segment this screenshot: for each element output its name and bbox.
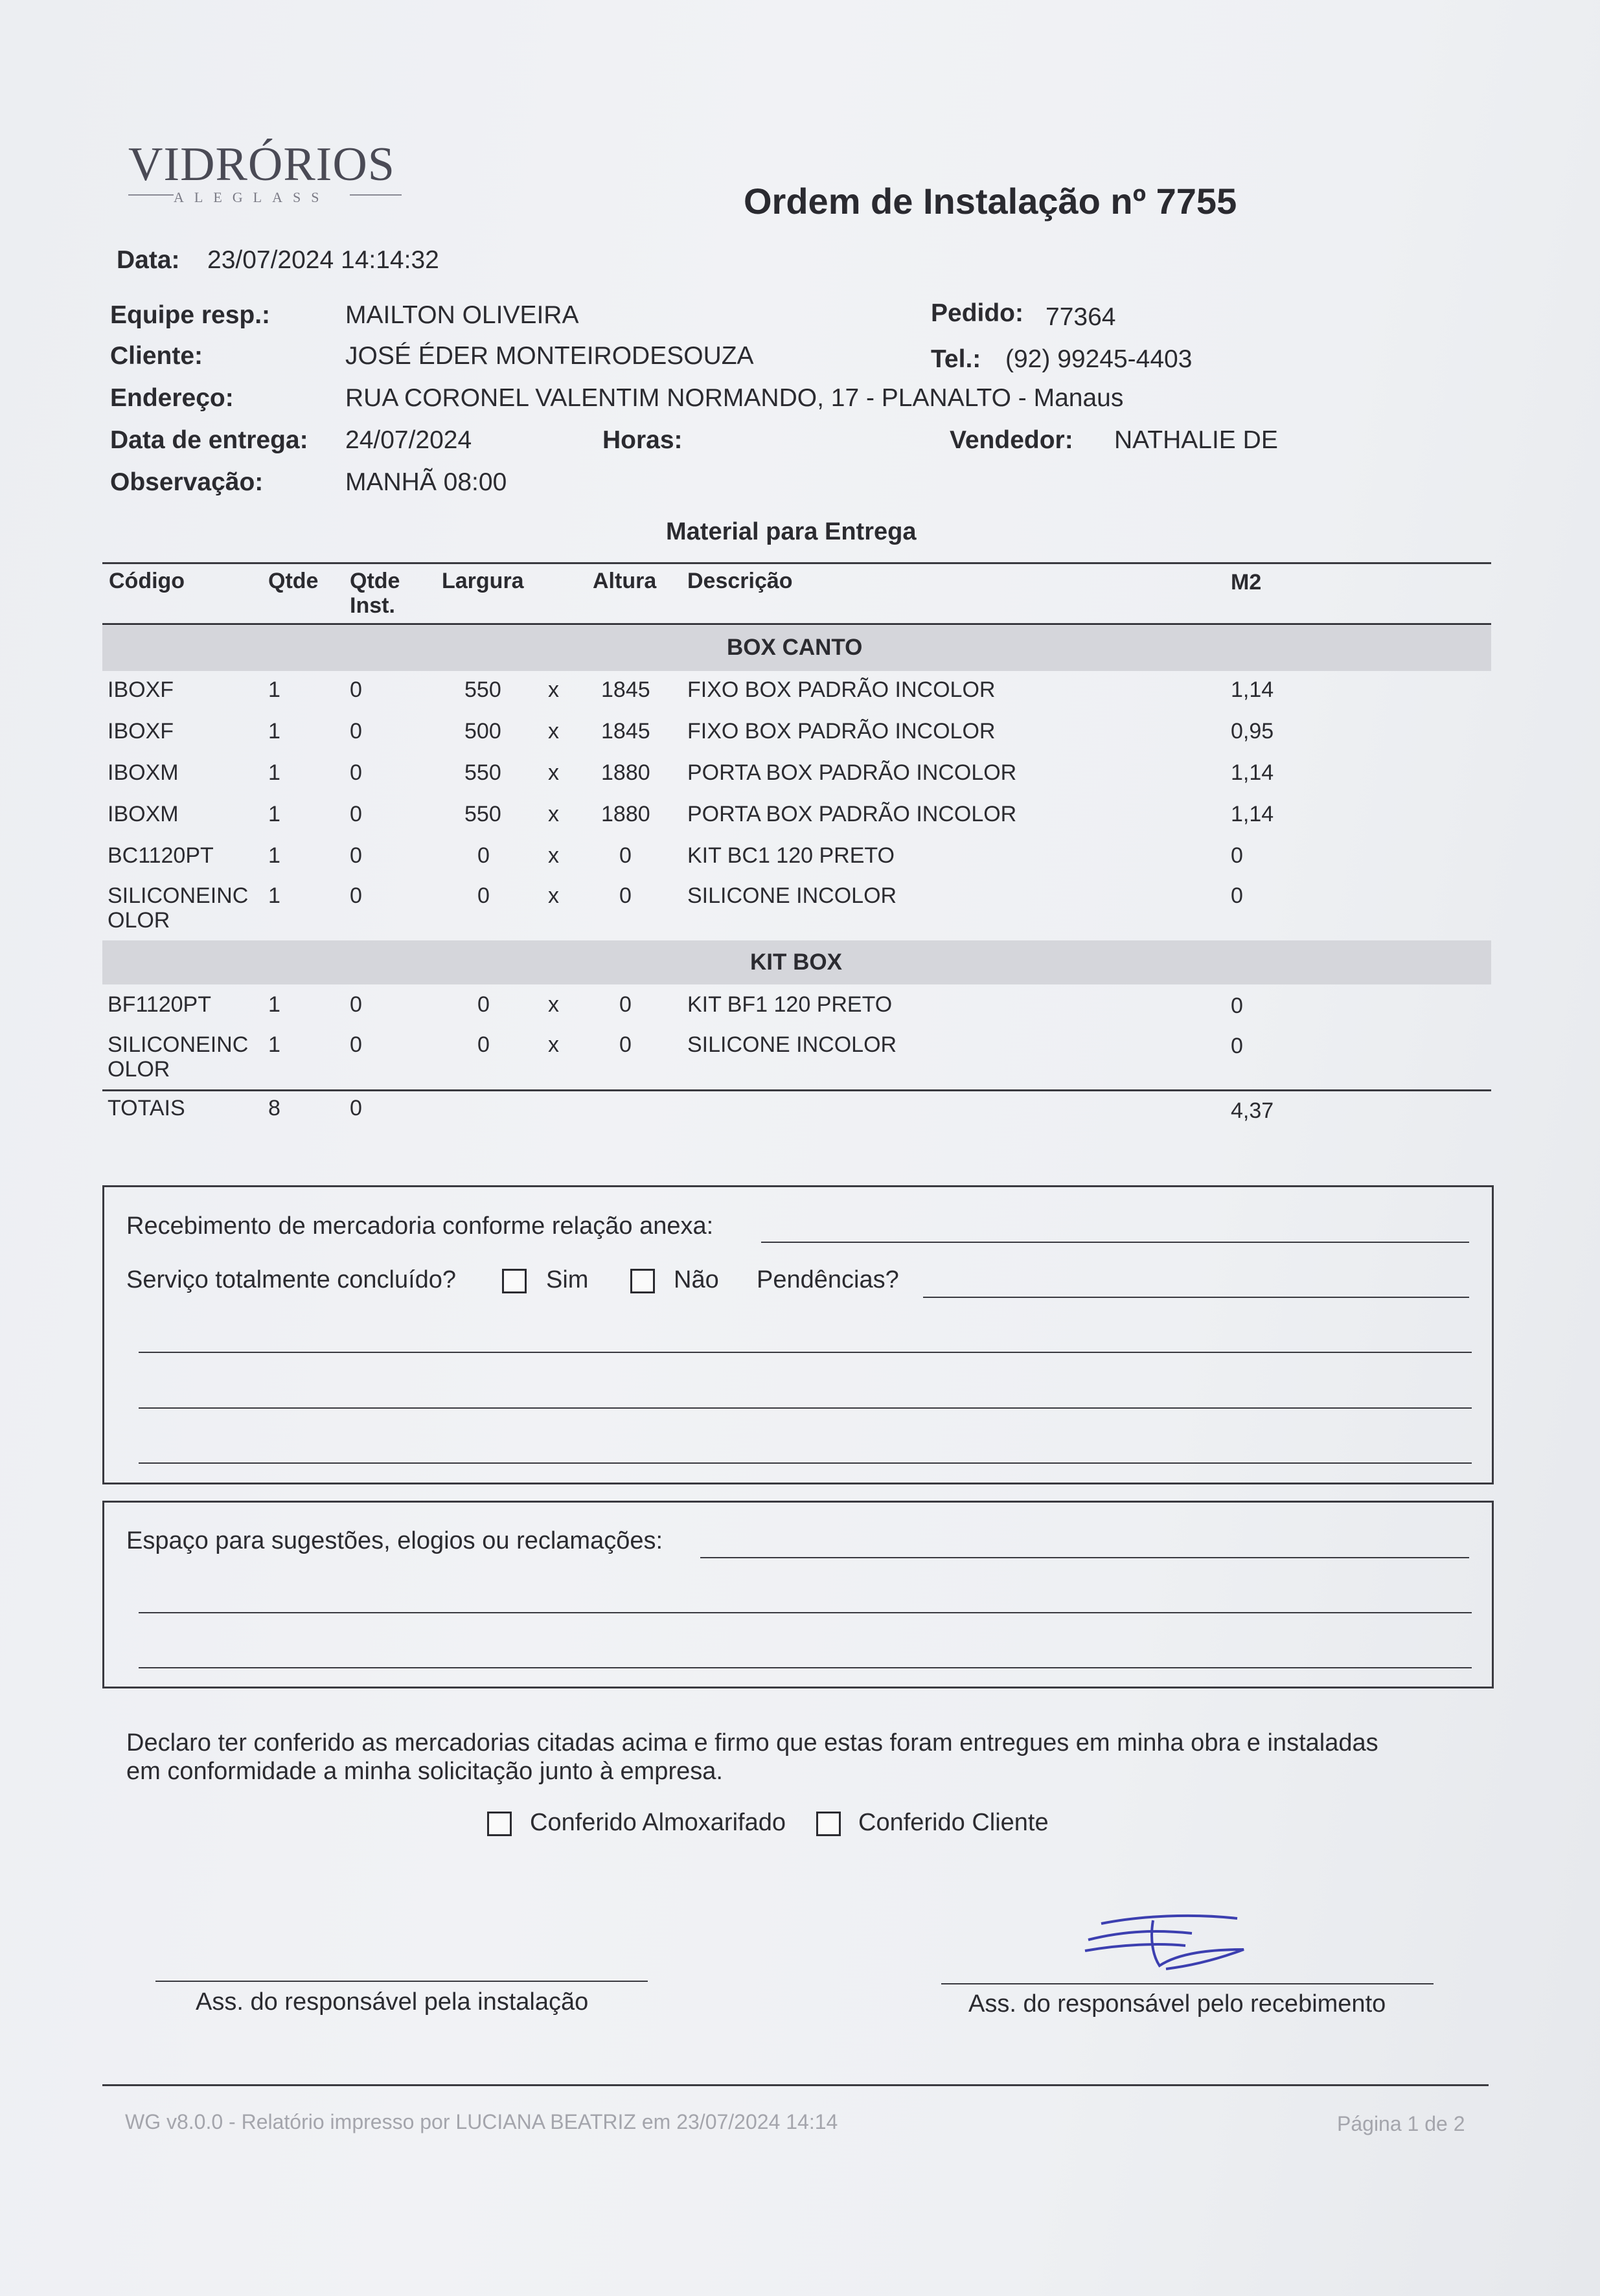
cell-inst: 0	[350, 1032, 362, 1057]
cell-m2: 0	[1231, 1034, 1243, 1058]
conferido-cliente-label: Conferido Cliente	[858, 1809, 1049, 1836]
cell-codigo: IBOXM	[108, 760, 179, 785]
pendencias-label: Pendências?	[757, 1266, 899, 1293]
entrega-label: Data de entrega:	[110, 426, 308, 454]
company-logo: VIDRÓRIOS	[128, 138, 395, 191]
cell-m2: 0	[1231, 843, 1243, 868]
service-complete-label: Serviço totalmente concluído?	[126, 1266, 457, 1293]
col-header-descricao: Descrição	[687, 569, 793, 593]
totals-m2: 4,37	[1231, 1098, 1274, 1123]
pendencias-field[interactable]	[923, 1297, 1469, 1298]
vendedor-value: NATHALIE DE	[1114, 426, 1278, 454]
cell-m2: 0,95	[1231, 719, 1274, 744]
cell-inst: 0	[350, 992, 362, 1017]
obs-value: MANHÃ 08:00	[345, 468, 507, 496]
cell-descricao: PORTA BOX PADRÃO INCOLOR	[687, 802, 1017, 826]
group-title-kit-box: KIT BOX	[750, 949, 842, 975]
handwritten-signature	[1082, 1904, 1257, 1982]
cell-x: x	[548, 760, 559, 785]
col-header-codigo: Código	[109, 569, 185, 593]
col-header-largura: Largura	[442, 569, 524, 593]
cell-m2: 1,14	[1231, 760, 1274, 785]
cliente-value: JOSÉ ÉDER MONTEIRODESOUZA	[345, 342, 754, 370]
cell-codigo: SILICONEINC	[108, 1032, 249, 1057]
signature-line-installer[interactable]	[155, 1981, 648, 1982]
cell-inst: 0	[350, 677, 362, 702]
pendencias-line-2[interactable]	[139, 1352, 1472, 1353]
cell-codigo-wrap: OLOR	[108, 908, 170, 933]
cell-qtde: 1	[268, 760, 280, 785]
cell-m2: 1,14	[1231, 802, 1274, 826]
cell-x: x	[548, 802, 559, 826]
cell-codigo: IBOXM	[108, 802, 179, 826]
equipe-value: MAILTON OLIVEIRA	[345, 301, 579, 329]
cell-x: x	[548, 883, 559, 908]
cell-descricao: KIT BC1 120 PRETO	[687, 843, 895, 868]
cell-inst: 0	[350, 802, 362, 826]
cell-altura: 0	[619, 843, 632, 868]
cliente-label: Cliente:	[110, 342, 203, 370]
cell-codigo: IBOXF	[108, 677, 174, 702]
cell-largura: 550	[464, 760, 501, 785]
col-header-m2: M2	[1231, 570, 1262, 595]
entrega-value: 24/07/2024	[345, 426, 472, 454]
cell-x: x	[548, 1032, 559, 1057]
cell-altura: 1880	[601, 760, 650, 785]
cell-descricao: PORTA BOX PADRÃO INCOLOR	[687, 760, 1017, 785]
cell-descricao: FIXO BOX PADRÃO INCOLOR	[687, 719, 996, 744]
cell-m2: 0	[1231, 883, 1243, 908]
declaration-line2: em conformidade a minha solicitação junto à empresa.	[126, 1758, 723, 1785]
cell-descricao: KIT BF1 120 PRETO	[687, 992, 893, 1017]
table-top-rule	[102, 562, 1491, 564]
cell-qtde: 1	[268, 883, 280, 908]
receipt-line1-label: Recebimento de mercadoria conforme relação anexa:	[126, 1212, 714, 1240]
cell-x: x	[548, 677, 559, 702]
conferido-almoxarifado-checkbox[interactable]	[487, 1812, 512, 1836]
date-value: 23/07/2024 14:14:32	[207, 246, 439, 274]
col-header-altura: Altura	[593, 569, 657, 593]
sim-label: Sim	[546, 1266, 589, 1293]
horas-label: Horas:	[602, 426, 683, 454]
cell-largura: 0	[477, 843, 490, 868]
cell-inst: 0	[350, 843, 362, 868]
cell-altura: 0	[619, 992, 632, 1017]
declaration-line1: Declaro ter conferido as mercadorias citadas acima e firmo que estas foram entregues em minha obra e instaladas	[126, 1729, 1378, 1756]
pendencias-line-4[interactable]	[139, 1462, 1472, 1464]
cell-largura: 500	[464, 719, 501, 744]
cell-altura: 0	[619, 883, 632, 908]
suggestions-line-2[interactable]	[139, 1612, 1472, 1613]
cell-m2: 1,14	[1231, 677, 1274, 702]
totals-label: TOTAIS	[108, 1096, 185, 1120]
cell-qtde: 1	[268, 1032, 280, 1057]
col-header-qtde: Qtde	[268, 569, 319, 593]
cell-altura: 1845	[601, 677, 650, 702]
tel-label: Tel.:	[931, 345, 981, 373]
sim-checkbox[interactable]	[502, 1269, 527, 1293]
signature-label-installer: Ass. do responsável pela instalação	[196, 1988, 589, 2016]
cell-largura: 0	[477, 883, 490, 908]
cell-qtde: 1	[268, 843, 280, 868]
totals-rule	[102, 1089, 1491, 1091]
cell-largura: 550	[464, 677, 501, 702]
suggestions-label: Espaço para sugestões, elogios ou reclamações:	[126, 1527, 663, 1554]
signature-label-receiver: Ass. do responsável pelo recebimento	[968, 1990, 1386, 2018]
cell-inst: 0	[350, 883, 362, 908]
cell-codigo: BC1120PT	[108, 843, 214, 868]
cell-qtde: 1	[268, 992, 280, 1017]
cell-altura: 1880	[601, 802, 650, 826]
cell-qtde: 1	[268, 719, 280, 744]
group-title-box-canto: BOX CANTO	[727, 635, 863, 660]
date-label: Data:	[117, 246, 180, 274]
conferido-almoxarifado-label: Conferido Almoxarifado	[530, 1809, 786, 1836]
logo-rule-left	[128, 194, 174, 196]
logo-subtitle: ALEGLASS	[174, 189, 330, 205]
cell-descricao: SILICONE INCOLOR	[687, 1032, 897, 1057]
cell-qtde: 1	[268, 677, 280, 702]
cell-descricao: FIXO BOX PADRÃO INCOLOR	[687, 677, 996, 702]
nao-checkbox[interactable]	[630, 1269, 655, 1293]
cell-largura: 550	[464, 802, 501, 826]
pendencias-line-3[interactable]	[139, 1407, 1472, 1409]
cell-qtde: 1	[268, 802, 280, 826]
vendedor-label: Vendedor:	[950, 426, 1073, 454]
cell-x: x	[548, 719, 559, 744]
document-title: Ordem de Instalação nº 7755	[744, 181, 1237, 222]
cell-altura: 1845	[601, 719, 650, 744]
cell-inst: 0	[350, 760, 362, 785]
material-title: Material para Entrega	[666, 518, 917, 545]
cell-altura: 0	[619, 1032, 632, 1057]
col-header-qtde-inst-2: Inst.	[350, 593, 395, 618]
pedido-value: 77364	[1046, 303, 1116, 331]
receipt-line1-field[interactable]	[761, 1242, 1469, 1243]
cell-codigo: SILICONEINC	[108, 883, 249, 908]
nao-label: Não	[674, 1266, 719, 1293]
suggestions-line-3[interactable]	[139, 1667, 1472, 1668]
cell-x: x	[548, 992, 559, 1017]
footer-print-info: WG v8.0.0 - Relatório impresso por LUCIANA BEATRIZ em 23/07/2024 14:14	[125, 2110, 838, 2133]
page-number: Página 1 de 2	[1337, 2112, 1465, 2135]
cell-largura: 0	[477, 1032, 490, 1057]
cell-x: x	[548, 843, 559, 868]
footer-rule	[102, 2084, 1489, 2086]
col-header-qtde-inst: Qtde	[350, 569, 400, 593]
suggestions-line-1[interactable]	[700, 1557, 1469, 1558]
equipe-label: Equipe resp.:	[110, 301, 271, 329]
cell-descricao: SILICONE INCOLOR	[687, 883, 897, 908]
endereco-label: Endereço:	[110, 384, 234, 412]
table-header-rule	[102, 623, 1491, 625]
cell-codigo-wrap: OLOR	[108, 1057, 170, 1082]
cell-inst: 0	[350, 719, 362, 744]
pedido-label: Pedido:	[931, 299, 1023, 327]
obs-label: Observação:	[110, 468, 264, 496]
cell-codigo: IBOXF	[108, 719, 174, 744]
endereco-value: RUA CORONEL VALENTIM NORMANDO, 17 - PLANALTO - Manaus	[345, 384, 1124, 412]
signature-line-receiver[interactable]	[941, 1983, 1434, 1984]
totals-qtde: 8	[268, 1096, 280, 1120]
totals-inst: 0	[350, 1096, 362, 1120]
cell-codigo: BF1120PT	[108, 992, 212, 1017]
logo-rule-right	[350, 194, 402, 196]
tel-value: (92) 99245-4403	[1005, 345, 1193, 373]
cell-largura: 0	[477, 992, 490, 1017]
conferido-cliente-checkbox[interactable]	[816, 1812, 841, 1836]
cell-m2: 0	[1231, 994, 1243, 1018]
